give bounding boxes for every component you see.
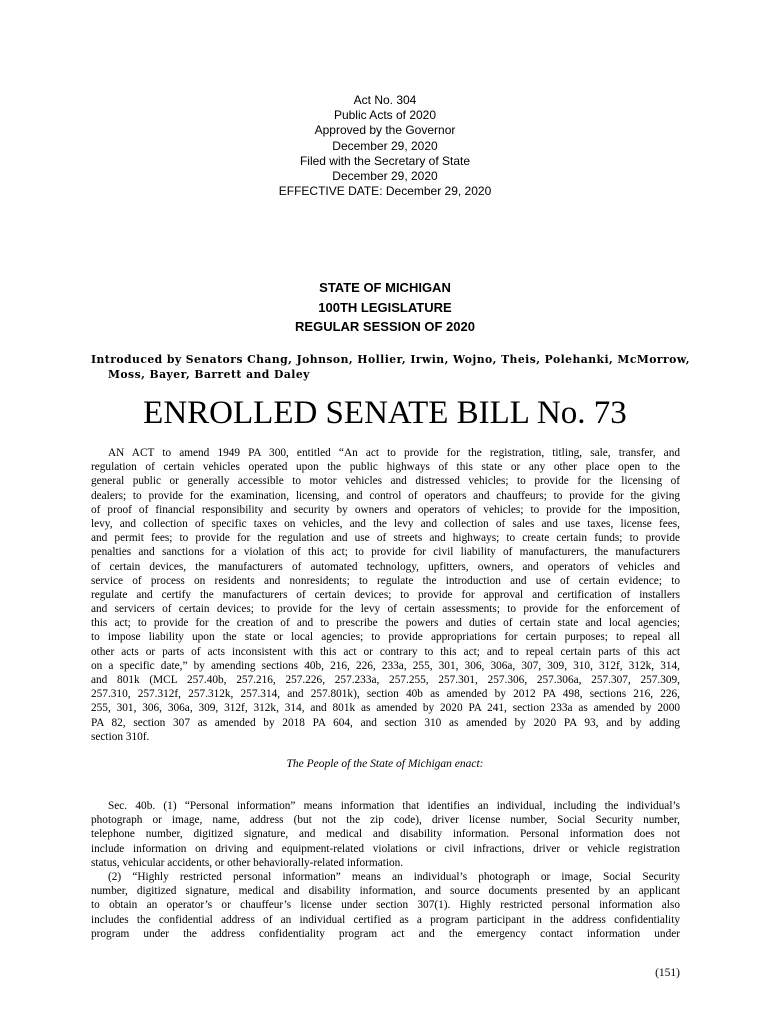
sponsors-line-2: Moss, Bayer, Barrett and Daley [108, 368, 310, 381]
text-line: regulation of certain vehicles operated upon the public highways of this state or any other place open to the [91, 461, 680, 474]
text-line: section 310f. [91, 730, 150, 743]
text-line: and permit fees; to provide for the regulation and use of streets and highways; to create certain funds; to provide [91, 532, 680, 545]
text-line: number, digitized signature, medical and disability information, and source documents presented by an applicant [91, 885, 680, 898]
text-line: AN ACT to amend 1949 PA 300, entitled “An act to provide for the registration, titling, sale, transfer, and [108, 447, 680, 459]
session-name: REGULAR SESSION OF 2020 [295, 319, 475, 334]
text-line: PA 82, section 307 as amended by 2018 PA 604, and section 310 as amended by 2020 PA 93, and by adding [91, 716, 680, 729]
act-header [0, 93, 770, 199]
text-line: (2) “Highly restricted personal information” means an individual’s photograph or image, Social Security [108, 870, 680, 883]
text-line: service of process on residents and nonresidents; to regulate the introduction and use of certain evidence; to [91, 574, 680, 587]
text-line: Sec. 40b. (1) “Personal information” means information that identifies an individual, including the individual’s [108, 800, 680, 812]
text-line: on a specific date,” by amending sections 40b, 216, 226, 233a, 255, 301, 306, 306a, 307, 309, 310, 312f, 312k, 314, [91, 659, 680, 672]
text-line: includes the confidential address of an individual certified as a program participant in the address confidentiality [91, 913, 680, 926]
text-line: telephone number, digitized signature, and medical and disability information. Personal information does not [91, 828, 680, 841]
text-line: program under the address confidentiality program act and the emergency contact information under [91, 927, 680, 940]
text-line: include information on driving and equipment-related violations or civil infractions, driver or vehicle registration [91, 842, 680, 855]
text-line: 257.310, 257.312f, 257.312k, 257.314, and 257.801k), section 40b as amended by 2012 PA 498, sections 216, 226, [91, 688, 680, 701]
text-line: of proof of financial responsibility and security by owners and operators of vehicles; to provide for the imposition, [91, 503, 680, 516]
sponsors-line-1: Introduced by Senators Chang, Johnson, Hollier, Irwin, Wojno, Theis, Polehanki, McMorrow, [91, 353, 690, 366]
text-line: 255, 301, 306, 306a, 309, 312f, 312k, 314, and 801k as amended by 2020 PA 241, section 233a as amended by 2000 [91, 702, 680, 715]
page-number: (151) [655, 967, 680, 979]
legislature-number: 100TH LEGISLATURE [318, 299, 452, 315]
text-line: and servicers of certain devices; to provide for the levy of certain assessments; to provide for the enforcement of [91, 603, 680, 616]
act-title-paragraph [91, 446, 680, 744]
state-name: STATE OF MICHIGAN [319, 280, 451, 295]
text-line: status, vehicular accidents, or other behaviorally-related information. [91, 856, 404, 869]
approved-date: December 29, 2020 [332, 138, 438, 153]
bill-title: ENROLLED SENATE BILL No. 73 [143, 395, 627, 431]
text-line: this act; to provide for the creation of and to prescribe the powers and duties of certain state and local agencies; [91, 617, 680, 630]
text-line: penalties and sanctions for a violation of this act; to provide for civil liability of manufacturers, the manufacturers [91, 546, 680, 559]
text-line: general public or generally accessible to motor vehicles and distressed vehicles; to provide for the licensing of [91, 475, 680, 488]
text-line: and 801k (MCL 257.40b, 257.216, 257.226, 257.233a, 257.255, 257.301, 257.306, 257.306a, 257.307, 257.309, [91, 674, 680, 686]
text-line: other acts or parts of acts inconsistent with this act or contrary to this act; and to repeal certain parts of this act [91, 645, 680, 658]
text-line: to obtain an operator’s or chauffeur’s license under section 307(1). Highly restricted personal information also [91, 899, 680, 912]
legislature-heading [0, 278, 770, 337]
enacting-clause: The People of the State of Michigan enact: [286, 758, 484, 770]
text-line: dealers; to provide for the examination, licensing, and control of operators and chauffeurs; to provide for the giving [91, 489, 680, 502]
text-line: levy, and collection of specific taxes on vehicles, and the levy and collection of sales and use taxes, license fees, [91, 517, 680, 530]
text-line: of certain devices, the manufacturers of automated technology, upfitters, owners, and operators of vehicles and [91, 560, 680, 573]
text-line: regulate and certify the manufacturers of certain devices; to provide for approval and certification of installers [91, 588, 680, 601]
effective-date: EFFECTIVE DATE: December 29, 2020 [278, 184, 492, 199]
act-number: Act No. 304 [353, 93, 417, 107]
filed-date: December 29, 2020 [332, 169, 438, 184]
approved-label: Approved by the Governor [314, 123, 456, 138]
public-acts-year: Public Acts of 2020 [333, 108, 437, 123]
text-line: to impose liability upon the state or local agencies; to provide appropriations for certain purposes; to repeal all [91, 631, 680, 644]
sponsors [91, 352, 690, 382]
section-40b-text [91, 799, 680, 941]
text-line: photograph or image, name, address (but not the zip code), driver license number, Social Security number, [91, 814, 680, 827]
filed-label: Filed with the Secretary of State [299, 153, 471, 168]
